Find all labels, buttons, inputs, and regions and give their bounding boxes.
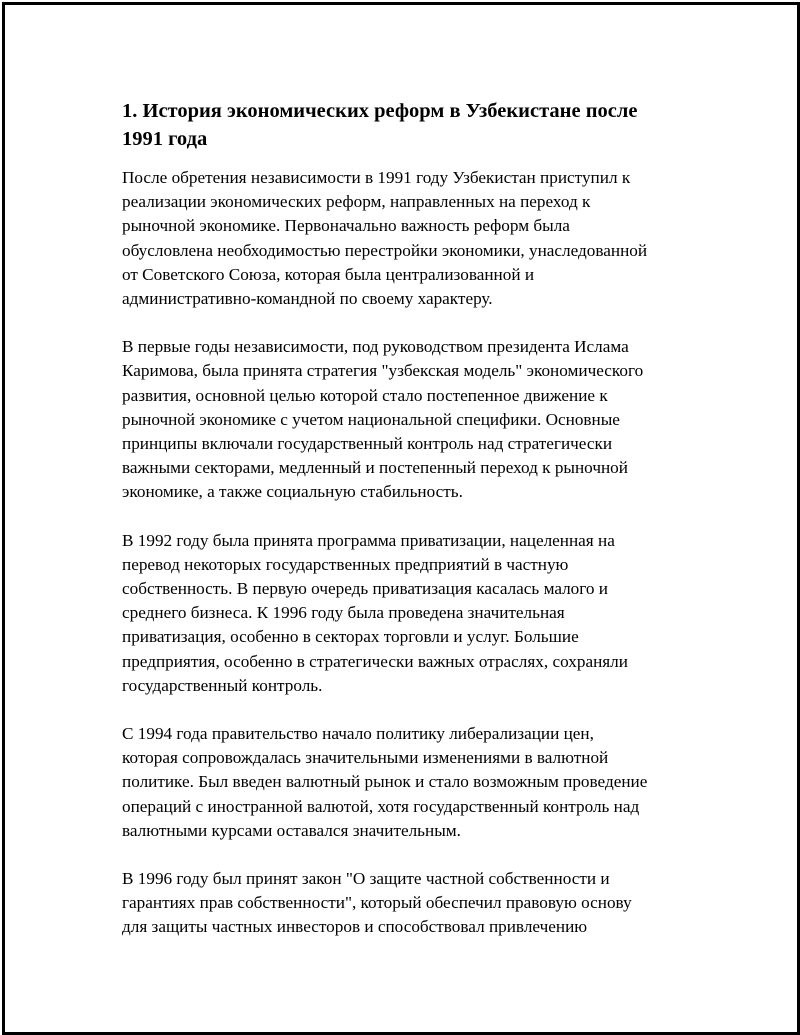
text-line: для защиты частных инвесторов и способствовал привлечению [122, 917, 588, 937]
text-line: После обретения независимости в 1991 году Узбекистан приступил к [122, 168, 631, 187]
text-line: обусловлена необходимостью перестройки экономики, унаследованной [122, 240, 648, 260]
text-line: собственность. В первую очередь приватизация касалась малого и [122, 579, 608, 599]
text-line: развития, основной целью которой стало постепенное движение к [122, 385, 608, 405]
paragraph-privatization [122, 529, 712, 698]
text-line: операций с иностранной валютой, хотя государственный контроль над [122, 796, 640, 816]
text-line: рыночной экономике с учетом национальной специфики. Основные [122, 409, 620, 429]
text-line: перевод некоторых государственных предприятий в частную [122, 554, 569, 574]
text-line: приватизация, особенно в секторах торговли и услуг. Большие [122, 627, 579, 647]
paragraph-uzbek-model [122, 335, 712, 504]
text-line: среднего бизнеса. К 1996 году была проведена значительная [122, 603, 565, 623]
text-line: В первые годы независимости, под руководством президента Ислама [122, 337, 629, 357]
text-line: гарантиях прав собственности", который обеспечил правовую основу [122, 893, 632, 913]
text-line: важными секторами, медленный и постепенный переход к рыночной [122, 458, 628, 478]
text-line: административно-командной по своему характеру. [122, 289, 493, 309]
text-line: от Советского Союза, которая была централизованной и [122, 264, 535, 284]
page-frame [2, 2, 800, 1035]
section-heading [122, 97, 712, 153]
text-line: государственный контроль. [122, 675, 323, 695]
heading-line: 1. История экономических реформ в Узбекистане после [122, 100, 638, 122]
text-line: В 1996 году был принят закон "О защите частной собственности и [122, 869, 610, 889]
text-line: С 1994 года правительство начало политику либерализации цен, [122, 724, 594, 744]
document-body [122, 97, 712, 964]
paragraph-price-liberalization [122, 722, 712, 843]
text-line: принципы включали государственный контроль над стратегически [122, 434, 613, 454]
paragraph-property-law [122, 867, 712, 940]
text-line: реализации экономических реформ, направленных на переход к [122, 192, 591, 212]
heading-line: 1991 года [122, 128, 208, 150]
paragraph-independence [122, 166, 712, 311]
text-line: экономике, а также социальную стабильность. [122, 482, 463, 502]
text-line: предприятия, особенно в стратегически важных отраслях, сохраняли [122, 651, 628, 671]
text-line: рыночной экономике. Первоначально важность реформ была [122, 216, 570, 236]
text-line: В 1992 году была принята программа приватизации, нацеленная на [122, 530, 615, 550]
text-line: которая сопровождалась значительными изменениями в валютной [122, 748, 609, 768]
text-line: политике. Был введен валютный рынок и стало возможным проведение [122, 772, 648, 792]
text-line: Каримова, была принята стратегия "узбекская модель" экономического [122, 361, 644, 381]
text-line: валютными курсами оставался значительным. [122, 820, 461, 840]
